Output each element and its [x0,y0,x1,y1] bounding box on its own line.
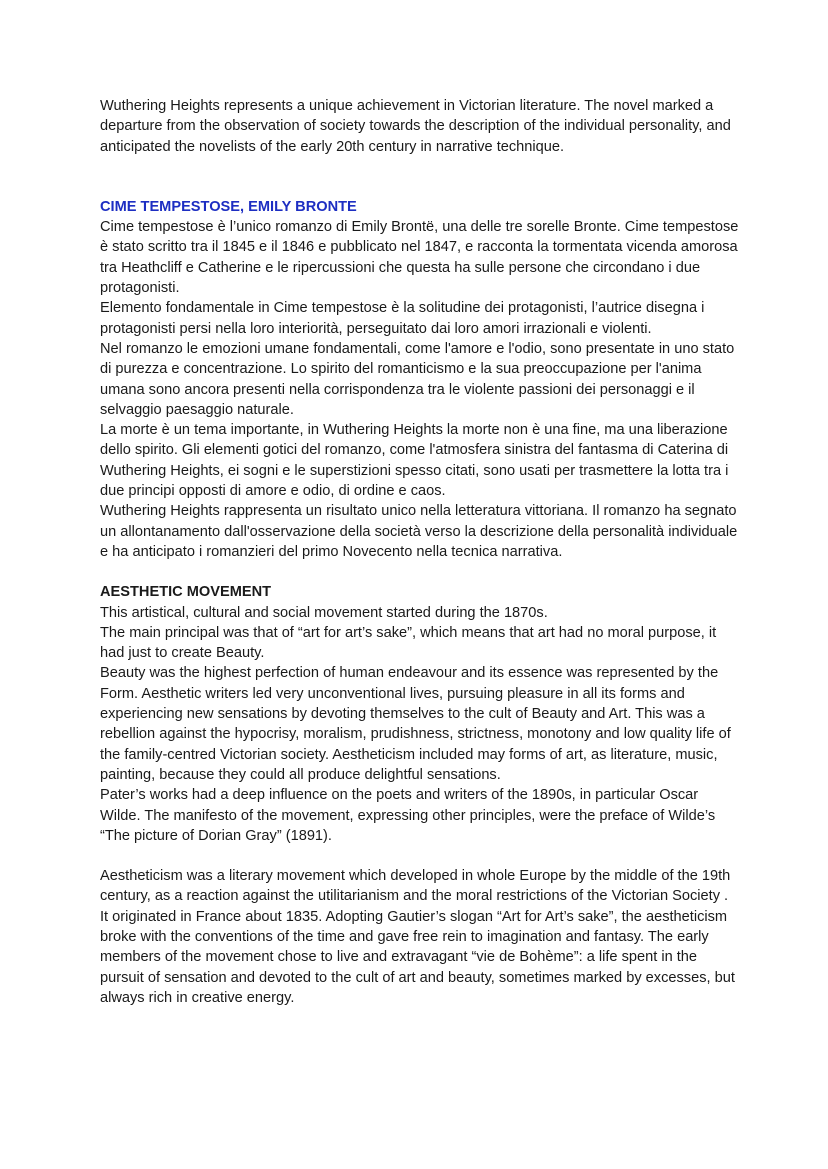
intro-paragraph: Wuthering Heights represents a unique achievement in Victorian literature. The novel marked a departure from the observation of society towards the description of the individual personality, and anticipated the novelists of the early 20th century in narrative technique. [100,98,731,155]
aesthetic-paragraph-2: The main principal was that of “art for art’s sake”, which means that art had no moral purpose, it had just to create Beauty. [100,624,717,662]
cime-paragraph-3: Nel romanzo le emozioni umane fondamentali, come l'amore e l'odio, sono presentate in uno stato di purezza e concentrazione. Lo spirito del romanticismo e la sua preoccupazione per l'anima umana sono ancora presenti nella corrispondenza tra le violente passioni dei personaggi e il selvaggio paesaggio naturale. [100,340,735,418]
cime-paragraph-4: La morte è un tema importante, in Wuthering Heights la morte non è una fine, ma una liberazione dello spirito. Gli elementi gotici del romanzo, come l'atmosfera sinistra del fantasma di Caterina di Wuthering Heights, ei sogni e le superstizioni spesso citati, sono usati per trasmettere la lotta tra i due principi opposti di amore e odio, di ordine e caos. [100,422,729,500]
spacer [100,562,740,582]
spacer [100,846,740,866]
cime-paragraph-1: Cime tempestose è l’unico romanzo di Emily Brontë, una delle tre sorelle Bronte. Cime tempestose è stato scritto tra il 1845 e il 1846 e pubblicato nel 1847, e racconta la tormentata vicenda amorosa tra Heathcliff e Catherine e le ripercussioni che questa ha sulle persone che circondano i due protagonisti. [100,219,739,297]
spacer [100,157,740,197]
aesthetic-paragraph-4: Pater’s works had a deep influence on the poets and writers of the 1890s, in particular Oscar Wilde. The manifesto of the movement, expressing other principles, were the preface of Wilde’s “The picture of Dorian Gray” (1891). [100,787,716,844]
aestheticism-paragraph-2: It originated in France about 1835. Adopting Gautier’s slogan “Art for Art’s sake”, the aestheticism broke with the conventions of the time and gave free rein to imagination and fantasy. The early members of the movement chose to live and extravagant “vie de Bohème”: a life spent in the pursuit of sensation and devoted to the cult of art and beauty, sometimes marked by excesses, but always rich in creative energy. [100,908,735,1006]
document-page [100,96,740,1008]
cime-paragraph-2: Elemento fondamentale in Cime tempestose è la solitudine dei protagonisti, l’autrice disegna i protagonisti persi nella loro interiorità, perseguitato dai loro amori irrazionali e violenti. [100,300,705,337]
aesthetic-movement-heading: AESTHETIC MOVEMENT [100,584,272,601]
cime-tempestose-heading: CIME TEMPESTOSE, EMILY BRONTE [100,198,357,215]
aestheticism-paragraph-1: Aestheticism was a literary movement which developed in whole Europe by the middle of the 19th century, as a reaction against the utilitarianism and the moral restrictions of the Victorian Society . [100,868,731,905]
aesthetic-paragraph-1: This artistical, cultural and social movement started during the 1870s. [100,604,548,621]
cime-paragraph-5: Wuthering Heights rappresenta un risultato unico nella letteratura vittoriana. Il romanzo ha segnato un allontanamento dall'osservazione della società verso la descrizione della personalità individuale e ha anticipato i romanzieri del primo Novecento nella tecnica narrativa. [100,503,738,560]
aesthetic-paragraph-3: Beauty was the highest perfection of human endeavour and its essence was represented by the Form. Aesthetic writers led very unconventional lives, pursuing pleasure in all its forms and experiencing new sensations by devoting themselves to the cult of Beauty and Art. This was a rebellion against the hypocrisy, moralism, prudishness, strictness, monotony and low quality life of the family-centred Victorian society. Aestheticism included may forms of art, as literature, music, painting, because they could all produce delightful sensations. [100,665,731,783]
